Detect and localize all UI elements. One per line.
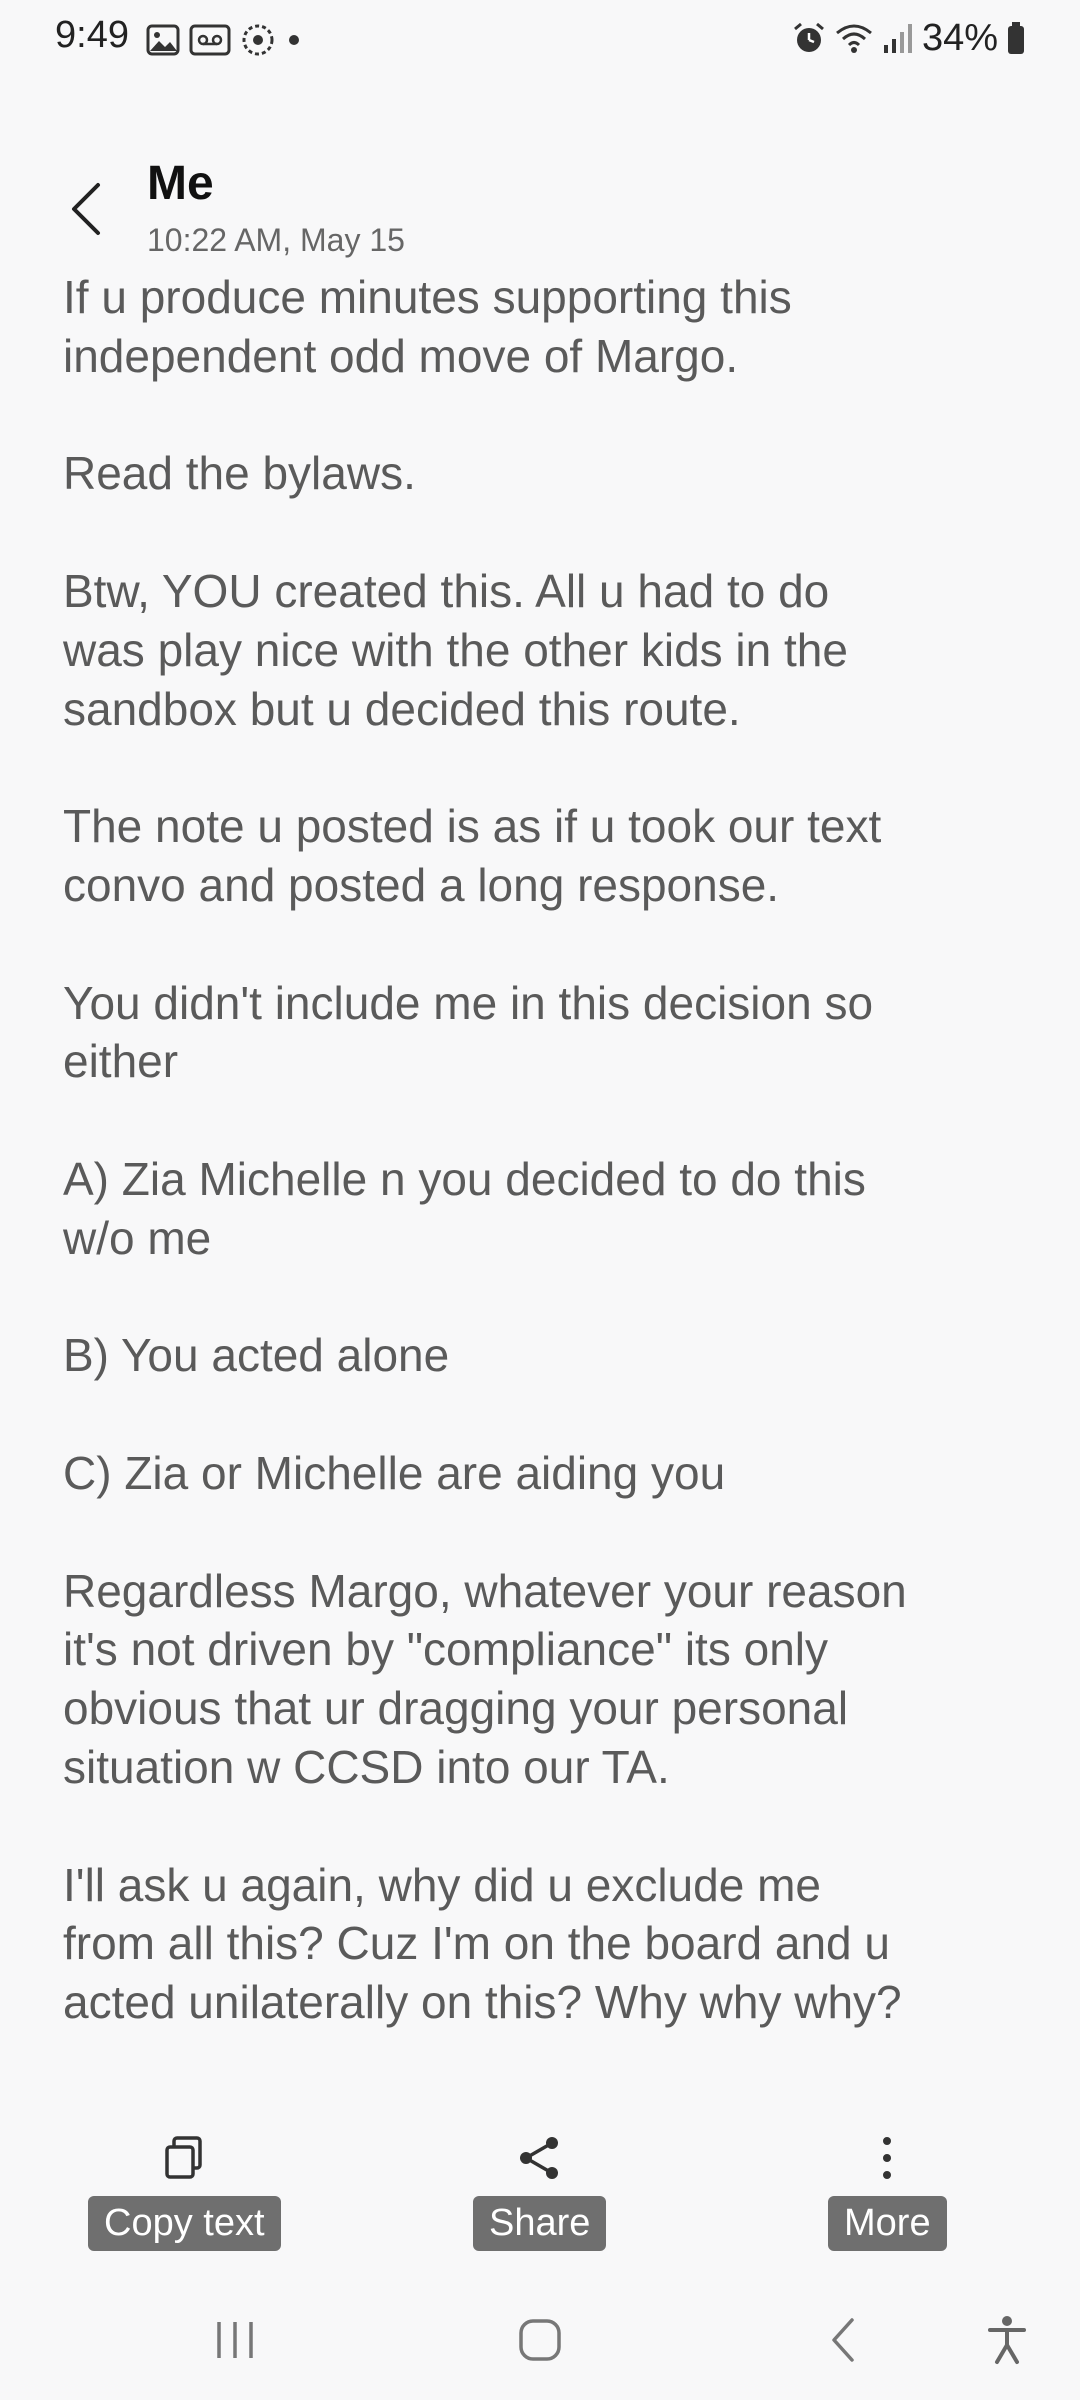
chevron-left-icon [68, 179, 104, 239]
share-button[interactable] [473, 2130, 606, 2251]
recents-button[interactable] [210, 2310, 260, 2370]
alarm-icon [792, 21, 826, 55]
signal-icon [882, 21, 914, 55]
recents-icon [213, 2320, 257, 2360]
more-button[interactable] [828, 2130, 947, 2251]
status-icons-left [146, 20, 302, 60]
page-title: Me [147, 157, 214, 210]
sync-icon [240, 22, 276, 58]
message-timestamp: 10:22 AM, May 15 [147, 222, 405, 258]
copy-text-label: Copy text [88, 2196, 281, 2251]
battery-icon [1006, 21, 1026, 55]
accessibility-icon [987, 2315, 1027, 2365]
share-label: Share [473, 2196, 606, 2251]
gallery-icon [146, 23, 180, 57]
status-time: 9:49 [55, 14, 129, 56]
more-label: More [828, 2196, 947, 2251]
voicemail-icon [190, 23, 230, 57]
wifi-icon [834, 21, 874, 55]
header [0, 150, 1080, 280]
copy-text-button[interactable] [88, 2130, 281, 2251]
home-button[interactable] [512, 2310, 568, 2370]
status-bar [0, 0, 1080, 80]
status-icons-right [792, 14, 1026, 62]
copy-icon [162, 2134, 206, 2182]
dot-icon [286, 32, 302, 48]
navigation-bar [0, 2290, 1080, 2400]
back-arrow-icon [828, 2316, 858, 2364]
action-bar [0, 2130, 1080, 2270]
home-icon [518, 2318, 562, 2362]
nav-back-button[interactable] [818, 2310, 868, 2370]
battery-percent: 34% [921, 16, 998, 59]
message-container[interactable] [0, 271, 1080, 2110]
more-vert-icon [879, 2134, 895, 2182]
share-icon [516, 2134, 564, 2182]
accessibility-button[interactable] [982, 2310, 1032, 2370]
back-button[interactable] [56, 174, 116, 244]
message-text: If u produce minutes supporting this independent odd move of Margo. Read the bylaws. Btw, YOU created this. All u had to do was play nice with the other kids in the sandbox but u decided this route. The note u posted is as if u took our text convo and posted a long response. You didn't include me in this decision so either A) Zia Michelle n you decided to do this w/o me B) You acted alone C) Zia or Michelle are aiding you Regardless Margo, whatever your reason it's not driven by "compliance" its only obvious that ur dragging your personal situation w CCSD into our TA. I'll ask u again, why did u exclude me from all this? Cuz I'm on the board and u acted unilaterally on this? Why why why? [63, 271, 907, 2029]
